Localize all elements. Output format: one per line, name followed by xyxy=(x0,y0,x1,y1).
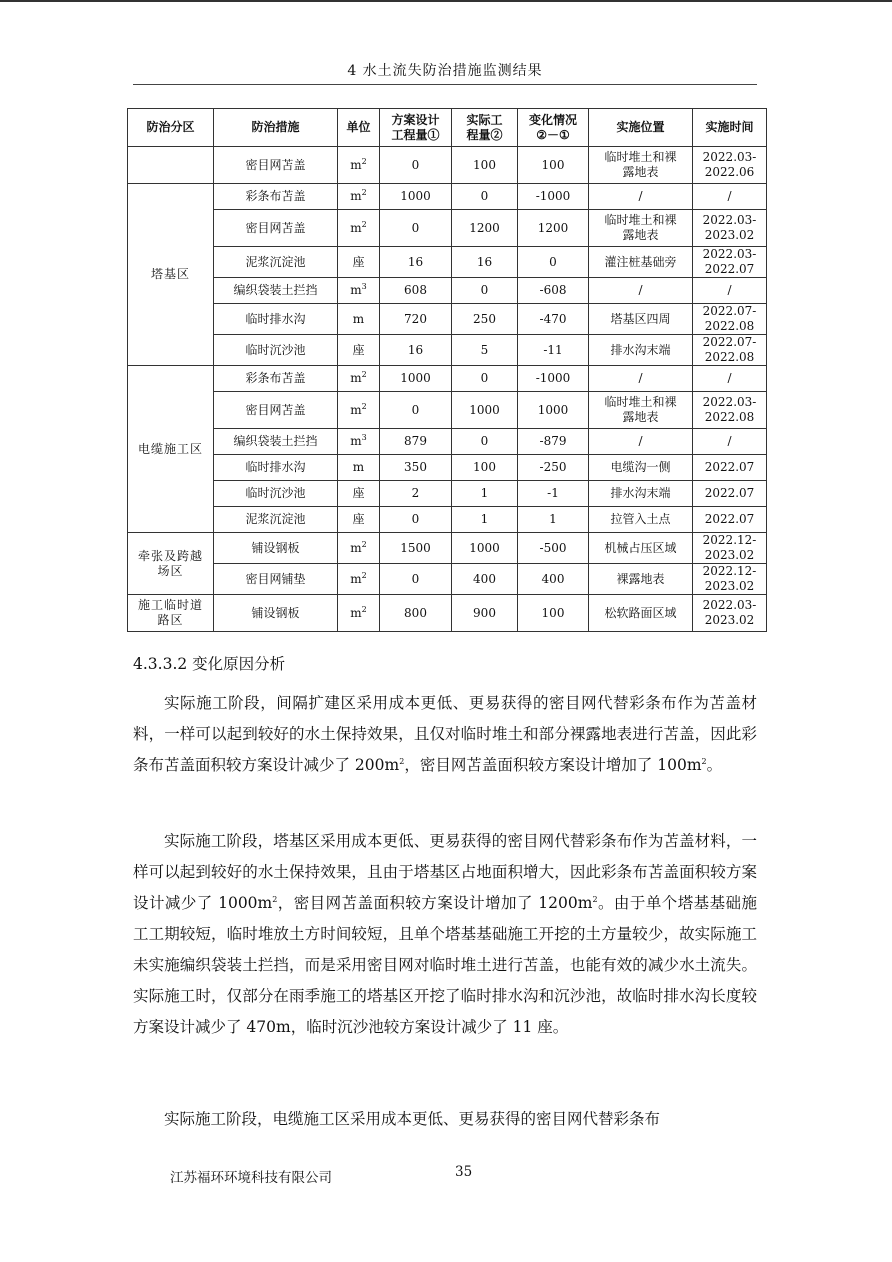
location-cell xyxy=(589,481,693,507)
time-line: 2022.07- xyxy=(702,335,757,349)
actual-quantity-cell: 100 xyxy=(452,147,518,184)
paragraph-2 xyxy=(133,826,757,1043)
actual-quantity-cell: 900 xyxy=(452,595,518,632)
table-row xyxy=(128,507,767,533)
change-cell: -11 xyxy=(518,335,589,366)
time-cell xyxy=(693,304,767,335)
time-cell xyxy=(693,184,767,210)
table-row xyxy=(128,247,767,278)
measure-cell: 彩条布苫盖 xyxy=(214,366,338,392)
table-row xyxy=(128,429,767,455)
paragraph-1 xyxy=(133,688,757,781)
column-header-line: ②－① xyxy=(536,127,570,142)
table-header-row xyxy=(128,109,767,147)
actual-quantity-cell: 400 xyxy=(452,564,518,595)
unit-text: m xyxy=(350,220,362,235)
table-body xyxy=(128,147,767,632)
unit-superscript: 2 xyxy=(361,604,367,614)
paragraph-text: ，密目网苫盖面积较方案设计增加了 100m xyxy=(404,756,702,774)
time-cell xyxy=(693,455,767,481)
unit-superscript: 2 xyxy=(361,370,367,379)
unit-text: m xyxy=(350,402,362,417)
zone-cell xyxy=(128,595,214,632)
location-cell xyxy=(589,455,693,481)
actual-quantity-cell: 0 xyxy=(452,429,518,455)
change-cell: -500 xyxy=(518,533,589,564)
actual-quantity-cell: 1 xyxy=(452,507,518,533)
time-line: 2022.03- xyxy=(702,247,757,261)
unit-superscript: 2 xyxy=(361,539,367,549)
paragraph-3 xyxy=(133,1104,757,1135)
actual-quantity-cell: 1200 xyxy=(452,210,518,247)
time-cell xyxy=(693,147,767,184)
location-cell xyxy=(589,247,693,278)
zone-cell xyxy=(128,366,214,533)
column-header-line: 实施位置 xyxy=(616,120,665,134)
column-header-line: 防治分区 xyxy=(146,120,195,134)
location-cell xyxy=(589,184,693,210)
time-cell xyxy=(693,429,767,455)
column-header-line: 变化情况 xyxy=(528,112,577,127)
time-line: / xyxy=(727,434,732,448)
unit-text: 座 xyxy=(352,512,365,526)
measure-cell: 临时沉沙池 xyxy=(214,481,338,507)
location-line: 排水沟末端 xyxy=(610,342,671,357)
change-cell: 100 xyxy=(518,147,589,184)
location-line: 临时堆土和裸 xyxy=(604,150,677,164)
page-header-title: 4 水土流失防治措施监测结果 xyxy=(347,63,543,79)
unit-superscript: 2 xyxy=(361,188,367,197)
location-line: 露地表 xyxy=(622,228,659,242)
location-cell xyxy=(589,278,693,304)
unit-text: m xyxy=(352,311,365,326)
column-header xyxy=(128,109,214,147)
column-header xyxy=(214,109,338,147)
design-quantity-cell: 0 xyxy=(380,147,452,184)
unit-text: 座 xyxy=(352,254,365,269)
time-cell xyxy=(693,595,767,632)
superscript: 2 xyxy=(701,756,707,766)
design-quantity-cell: 16 xyxy=(380,247,452,278)
location-line: 临时堆土和裸 xyxy=(604,395,677,409)
change-cell: 0 xyxy=(518,247,589,278)
actual-quantity-cell: 1 xyxy=(452,481,518,507)
time-line: / xyxy=(727,189,732,203)
measure-cell: 临时沉沙池 xyxy=(214,335,338,366)
unit-cell xyxy=(338,147,380,184)
change-cell: 1000 xyxy=(518,392,589,429)
measure-cell: 临时排水沟 xyxy=(214,304,338,335)
column-header xyxy=(380,109,452,147)
unit-text: m xyxy=(350,434,362,448)
measure-cell: 铺设钢板 xyxy=(214,595,338,632)
time-line: 2023.02 xyxy=(704,228,755,242)
actual-quantity-cell: 100 xyxy=(452,455,518,481)
design-quantity-cell: 16 xyxy=(380,335,452,366)
unit-superscript: 2 xyxy=(361,401,367,411)
time-line: 2022.03- xyxy=(702,213,757,227)
zone-line: 塔基区 xyxy=(150,267,190,281)
column-header-line: 工程量① xyxy=(391,127,440,142)
column-header-line: 方案设计 xyxy=(391,112,440,127)
unit-cell xyxy=(338,533,380,564)
change-cell: 1 xyxy=(518,507,589,533)
unit-superscript: 3 xyxy=(361,433,367,442)
time-line: 2022.03- xyxy=(702,395,757,409)
measure-cell: 编织袋装土拦挡 xyxy=(214,429,338,455)
column-header xyxy=(589,109,693,147)
time-line: 2022.07- xyxy=(702,304,757,318)
column-header-line: 程量② xyxy=(466,127,503,142)
table-row xyxy=(128,335,767,366)
section-heading: 4.3.3.2 变化原因分析 xyxy=(133,655,286,673)
location-line: 拉管入土点 xyxy=(610,512,671,526)
measure-cell: 临时排水沟 xyxy=(214,455,338,481)
unit-cell xyxy=(338,455,380,481)
location-line: 塔基区四周 xyxy=(610,311,671,326)
paragraph-text: 。由于单个塔基基础施工工期较短，临时堆放土方时间较短，且单个塔基基础施工开挖的土方量较少，故实际施工未实施编织袋装土拦挡，而是采用密目网对临时堆土进行苫盖，也能有效的减少水土流失。实际施工时，仅部分在雨季施工的塔基区开挖了临时排水沟和沉沙池，故临时排水沟长度较方案设计减少了 470m，临时沉沙池较方案设计减少了 11 座。 xyxy=(133,894,757,1036)
superscript: 2 xyxy=(399,756,405,766)
actual-quantity-cell: 0 xyxy=(452,278,518,304)
page-number: 35 xyxy=(455,1164,473,1180)
unit-cell xyxy=(338,366,380,392)
location-line: 机械占压区域 xyxy=(604,540,677,555)
paragraph-text: ，密目网苫盖面积较方案设计增加了 1200m xyxy=(277,894,593,912)
time-cell xyxy=(693,507,767,533)
table-row xyxy=(128,304,767,335)
time-line: 2022.06 xyxy=(704,165,755,179)
location-cell xyxy=(589,533,693,564)
measure-cell: 铺设钢板 xyxy=(214,533,338,564)
table-row xyxy=(128,481,767,507)
time-line: 2022.07 xyxy=(704,512,755,526)
table-row xyxy=(128,455,767,481)
unit-superscript: 3 xyxy=(361,282,367,291)
table-row xyxy=(128,278,767,304)
time-cell xyxy=(693,564,767,595)
location-cell xyxy=(589,210,693,247)
time-line: 2022.08 xyxy=(704,319,755,333)
design-quantity-cell: 1000 xyxy=(380,184,452,210)
unit-text: m xyxy=(350,283,362,297)
table-row xyxy=(128,392,767,429)
unit-text: 座 xyxy=(352,342,365,357)
column-header xyxy=(338,109,380,147)
unit-cell xyxy=(338,481,380,507)
time-line: / xyxy=(727,283,732,297)
design-quantity-cell: 0 xyxy=(380,392,452,429)
unit-cell xyxy=(338,595,380,632)
change-cell: 100 xyxy=(518,595,589,632)
paragraph-text: 实际施工阶段，间隔扩建区采用成本更低、更易获得的密目网代替彩条布作为苫盖材料，一样可以起到较好的水土保持效果，且仅对临时堆土和部分裸露地表进行苫盖，因此彩条布苫盖面积较方案设计减少了 200m xyxy=(133,694,757,774)
unit-cell xyxy=(338,304,380,335)
time-line: 2023.02 xyxy=(704,548,755,562)
time-line: 2022.12- xyxy=(702,533,757,547)
design-quantity-cell: 0 xyxy=(380,564,452,595)
unit-cell xyxy=(338,278,380,304)
time-line: 2022.08 xyxy=(704,410,755,424)
design-quantity-cell: 2 xyxy=(380,481,452,507)
location-cell xyxy=(589,429,693,455)
design-quantity-cell: 350 xyxy=(380,455,452,481)
design-quantity-cell: 0 xyxy=(380,507,452,533)
unit-text: 座 xyxy=(352,486,365,500)
zone-cell xyxy=(128,533,214,595)
table-row xyxy=(128,147,767,184)
unit-text: m xyxy=(350,605,362,620)
location-line: 露地表 xyxy=(622,410,659,424)
change-cell: 1200 xyxy=(518,210,589,247)
location-cell xyxy=(589,335,693,366)
measure-cell: 密目网苫盖 xyxy=(214,392,338,429)
zone-cell xyxy=(128,184,214,366)
unit-text: m xyxy=(350,540,362,555)
zone-line: 电缆施工区 xyxy=(137,441,203,456)
time-cell xyxy=(693,366,767,392)
unit-text: m xyxy=(350,371,362,385)
location-line: 电缆沟一侧 xyxy=(610,460,671,474)
zone-line: 施工临时道 xyxy=(137,598,203,612)
actual-quantity-cell: 5 xyxy=(452,335,518,366)
location-cell xyxy=(589,392,693,429)
column-header xyxy=(452,109,518,147)
location-cell xyxy=(589,564,693,595)
measure-cell: 泥浆沉淀池 xyxy=(214,247,338,278)
table-row xyxy=(128,533,767,564)
actual-quantity-cell: 16 xyxy=(452,247,518,278)
unit-superscript: 2 xyxy=(361,570,367,580)
unit-cell xyxy=(338,429,380,455)
time-line: / xyxy=(727,371,732,385)
time-line: 2022.12- xyxy=(702,564,757,578)
change-cell: 400 xyxy=(518,564,589,595)
design-quantity-cell: 0 xyxy=(380,210,452,247)
change-cell: -608 xyxy=(518,278,589,304)
design-quantity-cell: 879 xyxy=(380,429,452,455)
measure-cell: 密目网苫盖 xyxy=(214,147,338,184)
unit-superscript: 2 xyxy=(361,156,367,166)
table-row xyxy=(128,184,767,210)
column-header-line: 防治措施 xyxy=(251,120,300,134)
time-line: 2022.07 xyxy=(704,460,755,474)
location-cell xyxy=(589,366,693,392)
unit-cell xyxy=(338,564,380,595)
location-line: 临时堆土和裸 xyxy=(604,213,677,227)
design-quantity-cell: 1500 xyxy=(380,533,452,564)
unit-cell xyxy=(338,507,380,533)
location-cell xyxy=(589,304,693,335)
measure-cell: 泥浆沉淀池 xyxy=(214,507,338,533)
time-line: 2022.08 xyxy=(704,350,755,364)
change-cell: -1000 xyxy=(518,366,589,392)
change-cell: -1000 xyxy=(518,184,589,210)
header-rule xyxy=(133,84,757,85)
actual-quantity-cell: 1000 xyxy=(452,392,518,429)
column-header xyxy=(693,109,767,147)
unit-cell xyxy=(338,210,380,247)
zone-line: 场区 xyxy=(157,563,184,578)
measure-cell: 密目网铺垫 xyxy=(214,564,338,595)
table-row xyxy=(128,564,767,595)
time-line: 2022.03- xyxy=(702,150,757,164)
table-row xyxy=(128,210,767,247)
design-quantity-cell: 1000 xyxy=(380,366,452,392)
paragraph-text: 实际施工阶段，电缆施工区采用成本更低、更易获得的密目网代替彩条布 xyxy=(164,1110,661,1128)
unit-text: m xyxy=(352,460,365,474)
time-cell xyxy=(693,481,767,507)
unit-superscript: 2 xyxy=(361,219,367,229)
unit-cell xyxy=(338,335,380,366)
location-cell xyxy=(589,595,693,632)
unit-cell xyxy=(338,392,380,429)
time-line: 2022.07 xyxy=(704,486,755,500)
unit-text: m xyxy=(350,157,362,172)
change-cell: -879 xyxy=(518,429,589,455)
location-line: 露地表 xyxy=(622,165,659,179)
column-header-line: 单位 xyxy=(346,120,371,134)
actual-quantity-cell: 0 xyxy=(452,366,518,392)
superscript: 2 xyxy=(592,894,598,904)
actual-quantity-cell: 1000 xyxy=(452,533,518,564)
measure-cell: 彩条布苫盖 xyxy=(214,184,338,210)
unit-cell xyxy=(338,247,380,278)
time-cell xyxy=(693,278,767,304)
location-cell xyxy=(589,507,693,533)
location-line: / xyxy=(638,189,643,203)
zone-line: 路区 xyxy=(157,613,184,627)
design-quantity-cell: 720 xyxy=(380,304,452,335)
change-cell: -1 xyxy=(518,481,589,507)
column-header-line: 实施时间 xyxy=(705,120,754,134)
measure-cell: 编织袋装土拦挡 xyxy=(214,278,338,304)
time-cell xyxy=(693,335,767,366)
time-cell xyxy=(693,533,767,564)
time-line: 2022.03- xyxy=(702,598,757,612)
zone-line: 牵张及跨越 xyxy=(137,548,203,563)
superscript: 2 xyxy=(272,894,278,904)
design-quantity-cell: 800 xyxy=(380,595,452,632)
design-quantity-cell: 608 xyxy=(380,278,452,304)
unit-text: m xyxy=(350,189,362,203)
location-line: 裸露地表 xyxy=(616,571,665,586)
location-line: / xyxy=(638,371,643,385)
time-line: 2022.07 xyxy=(704,262,755,276)
change-cell: -250 xyxy=(518,455,589,481)
change-cell: -470 xyxy=(518,304,589,335)
location-line: 灌注桩基础旁 xyxy=(604,254,677,269)
paragraph-text: 实际施工阶段，塔基区采用成本更低、更易获得的密目网代替彩条布作为苫盖材料，一样可以起到较好的水土保持效果，且由于塔基区占地面积增大，因此彩条布苫盖面积较方案设计减少了 1000m xyxy=(133,832,757,912)
time-cell xyxy=(693,210,767,247)
table-row xyxy=(128,595,767,632)
footer-company: 江苏福环环境科技有限公司 xyxy=(170,1170,332,1186)
location-line: / xyxy=(638,434,643,448)
zone-cell xyxy=(128,147,214,184)
column-header xyxy=(518,109,589,147)
location-cell xyxy=(589,147,693,184)
time-cell xyxy=(693,247,767,278)
paragraph-text: 。 xyxy=(706,756,723,774)
unit-text: m xyxy=(350,571,362,586)
column-header-line: 实际工 xyxy=(466,112,503,127)
actual-quantity-cell: 250 xyxy=(452,304,518,335)
top-border-line xyxy=(0,0,892,2)
actual-quantity-cell: 0 xyxy=(452,184,518,210)
unit-cell xyxy=(338,184,380,210)
measure-cell: 密目网苫盖 xyxy=(214,210,338,247)
table-row xyxy=(128,366,767,392)
time-line: 2023.02 xyxy=(704,613,755,627)
time-cell xyxy=(693,392,767,429)
location-line: 排水沟末端 xyxy=(610,486,671,500)
location-line: / xyxy=(638,283,643,297)
time-line: 2023.02 xyxy=(704,579,755,593)
location-line: 松软路面区域 xyxy=(604,605,677,620)
measures-table xyxy=(127,108,767,632)
